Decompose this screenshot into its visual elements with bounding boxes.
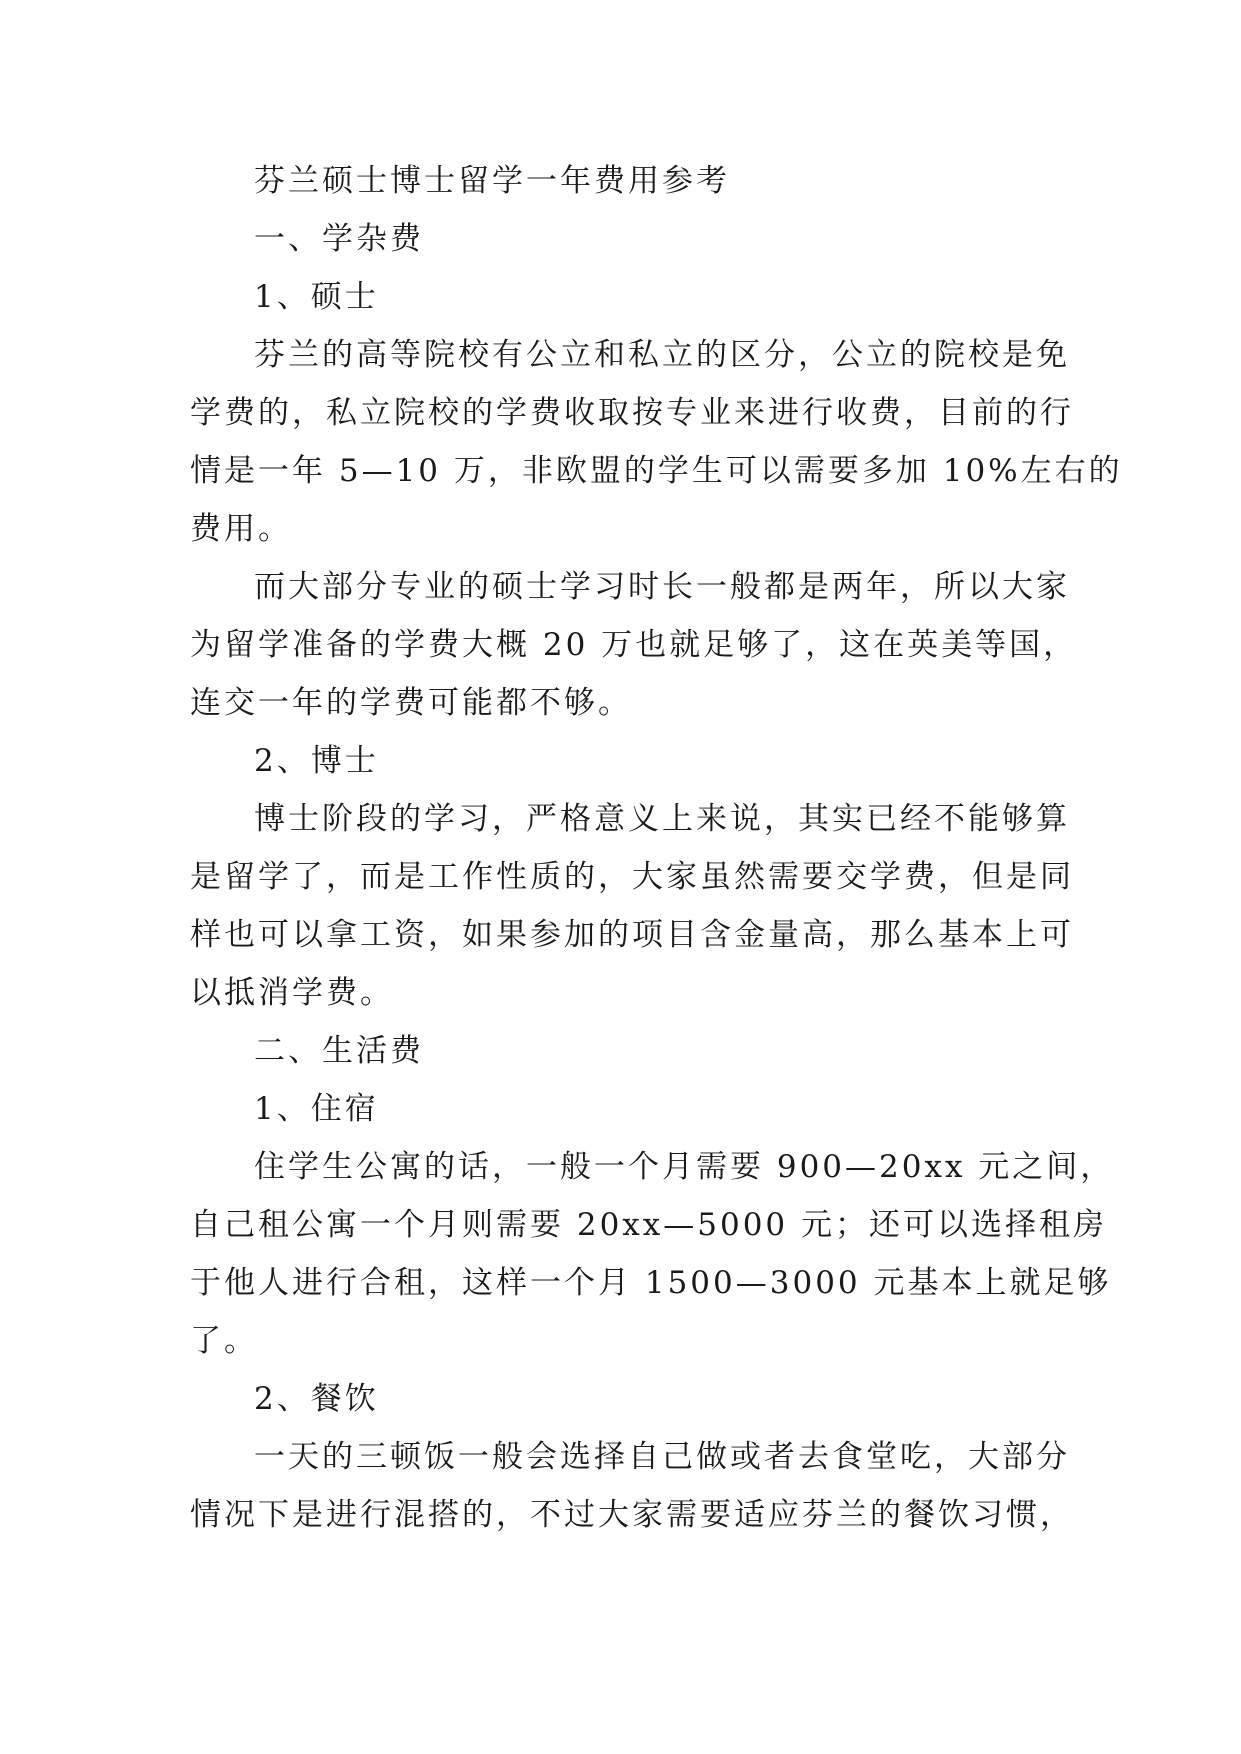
paragraph-line: 于他人进行合租，这样一个月 1500—3000 元基本上就足够 <box>190 1265 1112 1301</box>
paragraph-line: 博士阶段的学习，严格意义上来说，其实已经不能够算 <box>254 801 1070 837</box>
paragraph-line: 是留学了，而是工作性质的，大家虽然需要交学费，但是同 <box>190 859 1074 895</box>
paragraph-line: 情是一年 5—10 万，非欧盟的学生可以需要多加 10%左右的 <box>190 453 1123 489</box>
section-heading-living: 二、生活费 <box>254 1033 424 1069</box>
document-body <box>190 152 1123 1544</box>
paragraph-line: 以抵消学费。 <box>190 975 394 1011</box>
paragraph-line: 芬兰的高等院校有公立和私立的区分，公立的院校是免 <box>254 337 1070 373</box>
subheading-housing: 1、住宿 <box>254 1091 379 1127</box>
paragraph-line: 连交一年的学费可能都不够。 <box>190 685 632 721</box>
paragraph-line: 而大部分专业的硕士学习时长一般都是两年，所以大家 <box>254 569 1070 605</box>
subheading-dining: 2、餐饮 <box>254 1381 379 1417</box>
paragraph-line: 样也可以拿工资，如果参加的项目含金量高，那么基本上可 <box>190 917 1074 953</box>
paragraph-line: 自己租公寓一个月则需要 20xx—5000 元；还可以选择租房 <box>190 1207 1108 1243</box>
paragraph-line: 为留学准备的学费大概 20 万也就足够了，这在英美等国， <box>190 627 1078 663</box>
paragraph-line: 一天的三顿饭一般会选择自己做或者去食堂吃，大部分 <box>254 1439 1070 1475</box>
paragraph-line: 费用。 <box>190 511 292 547</box>
section-heading-fees: 一、学杂费 <box>254 221 424 257</box>
document-title: 芬兰硕士博士留学一年费用参考 <box>254 163 730 199</box>
paragraph-line: 了。 <box>190 1323 258 1359</box>
paragraph-line: 学费的，私立院校的学费收取按专业来进行收费，目前的行 <box>190 395 1074 431</box>
paragraph-line: 情况下是进行混搭的，不过大家需要适应芬兰的餐饮习惯， <box>190 1497 1074 1533</box>
subheading-masters: 1、硕士 <box>254 279 379 315</box>
subheading-phd: 2、博士 <box>254 743 379 779</box>
paragraph-line: 住学生公寓的话，一般一个月需要 900—20xx 元之间， <box>254 1149 1115 1185</box>
